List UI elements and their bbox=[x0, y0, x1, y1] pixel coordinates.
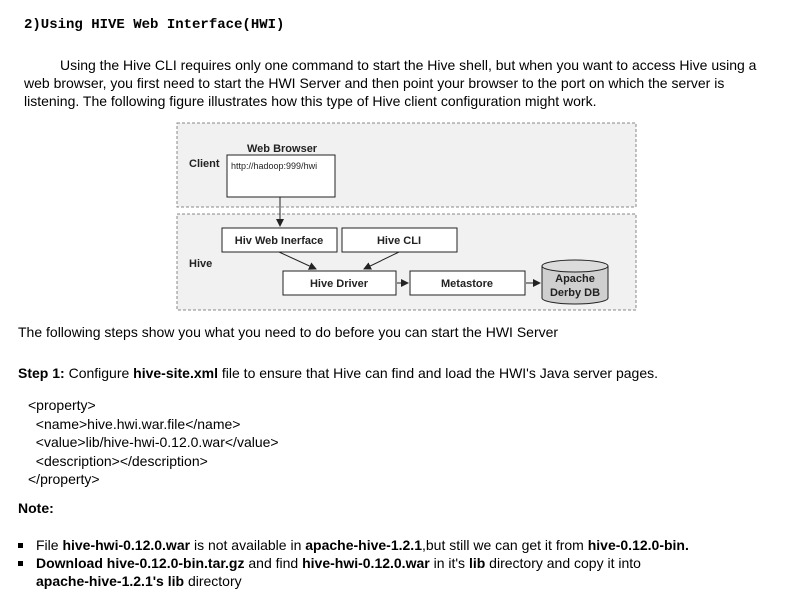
step1-label: Step 1: bbox=[18, 365, 65, 381]
db-label-line2: Derby DB bbox=[549, 287, 601, 299]
step1-text-a: Configure bbox=[64, 365, 134, 381]
note-label: Note: bbox=[18, 500, 54, 516]
list-item: File hive-hwi-0.12.0.war is not available in apache-hive-1.2.1,but still we can get it from hive-0.12.0-bin. bbox=[18, 536, 689, 554]
intro-paragraph: Using the Hive CLI requires only one command to start the Hive shell, but when you want to access Hive using a web browser, you first need to start the HWI Server and then point your browser to the port on which the server is listening. The following figure illustrates how this type of Hive client configuration might work. bbox=[24, 57, 757, 109]
list-item: Download hive-0.12.0-bin.tar.gz and find hive-hwi-0.12.0.war in it's lib directory and copy it into apache-hive-1.2.1's lib directory bbox=[18, 554, 689, 590]
code-line: </property> bbox=[28, 471, 100, 487]
section-heading: 2)Using HIVE Web Interface(HWI) bbox=[24, 17, 285, 33]
db-label-line1: Apache bbox=[555, 273, 595, 285]
step1-file: hive-site.xml bbox=[133, 365, 218, 381]
client-label: Client bbox=[189, 158, 220, 170]
hwi-box-label: Hiv Web Inerface bbox=[234, 235, 324, 247]
driver-box-label: Hive Driver bbox=[309, 278, 369, 290]
web-browser-label: Web Browser bbox=[247, 143, 318, 155]
step1-line bbox=[18, 365, 658, 381]
steps-intro: The following steps show you what you need to do before you can start the HWI Server bbox=[18, 324, 559, 340]
config-code-block bbox=[28, 396, 279, 489]
hwi-architecture-figure bbox=[176, 122, 638, 312]
bullet-icon bbox=[18, 561, 23, 566]
bullet-icon bbox=[18, 543, 23, 548]
hive-label: Hive bbox=[189, 258, 213, 270]
code-line: <name>hive.hwi.war.file</name> bbox=[28, 415, 241, 432]
step1-text-b: file to ensure that Hive can find and load the HWI's Java server pages. bbox=[218, 365, 659, 381]
code-line: <value>lib/hive-hwi-0.12.0.war</value> bbox=[28, 434, 279, 450]
code-line: <property> bbox=[28, 397, 96, 413]
note-bullet-list bbox=[18, 536, 689, 590]
code-line: <description></description> bbox=[28, 452, 208, 469]
cli-box-label: Hive CLI bbox=[376, 235, 422, 247]
metastore-box-label: Metastore bbox=[441, 278, 493, 290]
browser-url: http://hadoop:999/hwi bbox=[231, 161, 318, 171]
